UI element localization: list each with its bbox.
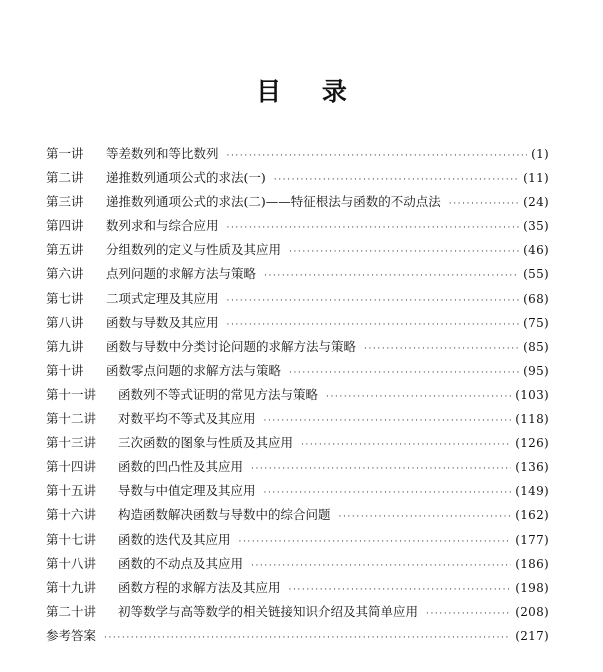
toc-entry[interactable] bbox=[46, 409, 549, 433]
chapter-number: 第二十讲 bbox=[46, 603, 97, 619]
toc-entry[interactable] bbox=[46, 289, 549, 313]
page-number: (1) bbox=[531, 147, 549, 161]
toc-entry[interactable] bbox=[46, 554, 549, 578]
toc-entry[interactable] bbox=[46, 481, 549, 505]
chapter-title: 函数与导数中分类讨论问题的求解方法与策略 bbox=[106, 338, 357, 354]
chapter-number: 第十七讲 bbox=[46, 531, 97, 547]
chapter-number: 第十三讲 bbox=[46, 435, 97, 451]
page-number: (68) bbox=[523, 291, 549, 306]
toc-entry[interactable] bbox=[46, 192, 549, 216]
chapter-number: 第六讲 bbox=[46, 266, 84, 282]
toc-entry[interactable] bbox=[46, 602, 549, 626]
chapter-title: 函数的不动点及其应用 bbox=[118, 555, 244, 571]
chapter-number: 第二讲 bbox=[46, 170, 84, 186]
page-number: (118) bbox=[515, 412, 549, 427]
chapter-title: 构造函数解决函数与导数中的综合问题 bbox=[118, 507, 331, 523]
chapter-title: 函数方程的求解方法及其应用 bbox=[118, 579, 281, 595]
dot-leader bbox=[251, 561, 511, 571]
dot-leader bbox=[227, 296, 520, 306]
chapter-number: 第十九讲 bbox=[46, 579, 97, 595]
toc-entry[interactable] bbox=[46, 505, 549, 529]
page-number: (75) bbox=[523, 315, 549, 330]
dot-leader bbox=[449, 199, 519, 209]
dot-leader bbox=[426, 609, 511, 619]
toc-entry[interactable] bbox=[46, 264, 549, 288]
dot-leader bbox=[289, 585, 512, 595]
chapter-number: 第五讲 bbox=[46, 242, 84, 258]
page-number: (136) bbox=[515, 460, 549, 475]
toc-entry[interactable] bbox=[46, 313, 549, 337]
chapter-number: 第十六讲 bbox=[46, 507, 97, 523]
page-title: 目 录 bbox=[256, 77, 363, 106]
page-number: (162) bbox=[515, 508, 549, 523]
dot-leader bbox=[264, 271, 519, 281]
page-number: (186) bbox=[515, 556, 549, 571]
page-number: (217) bbox=[515, 628, 549, 643]
table-of-contents bbox=[46, 144, 549, 650]
dot-leader bbox=[289, 368, 519, 378]
answers-title: 参考答案 bbox=[46, 627, 97, 643]
chapter-number: 第八讲 bbox=[46, 314, 84, 330]
page-number: (35) bbox=[523, 219, 549, 234]
chapter-number: 第十讲 bbox=[46, 362, 84, 378]
dot-leader bbox=[227, 320, 520, 330]
chapter-number: 第七讲 bbox=[46, 290, 84, 306]
chapter-title: 导数与中值定理及其应用 bbox=[118, 483, 256, 499]
chapter-title: 等差数列和等比数列 bbox=[106, 146, 219, 161]
toc-entry[interactable] bbox=[46, 457, 549, 481]
chapter-title: 点列问题的求解方法与策略 bbox=[106, 266, 257, 282]
page-number: (95) bbox=[523, 363, 549, 378]
dot-leader bbox=[239, 537, 512, 547]
chapter-title: 函数的迭代及其应用 bbox=[118, 531, 231, 547]
dot-leader bbox=[251, 464, 511, 474]
page-number: (177) bbox=[515, 532, 549, 547]
page-number: (208) bbox=[515, 604, 549, 619]
chapter-number: 第一讲 bbox=[46, 146, 84, 161]
toc-entry[interactable] bbox=[46, 530, 549, 554]
chapter-number: 第十八讲 bbox=[46, 555, 97, 571]
chapter-number: 第九讲 bbox=[46, 338, 84, 354]
dot-leader bbox=[264, 488, 512, 498]
chapter-title: 函数零点问题的求解方法与策略 bbox=[106, 362, 282, 378]
dot-leader bbox=[289, 247, 519, 257]
chapter-title: 三次函数的图象与性质及其应用 bbox=[118, 435, 294, 451]
page-number: (11) bbox=[523, 171, 549, 186]
chapter-title: 递推数列通项公式的求法(二)——特征根法与函数的不动点法 bbox=[106, 194, 441, 210]
dot-leader bbox=[264, 416, 512, 426]
toc-entry[interactable] bbox=[46, 216, 549, 240]
chapter-title: 递推数列通项公式的求法(一) bbox=[106, 170, 266, 186]
toc-entry[interactable] bbox=[46, 385, 549, 409]
chapter-title: 分组数列的定义与性质及其应用 bbox=[106, 242, 282, 258]
chapter-title: 数列求和与综合应用 bbox=[106, 218, 219, 234]
toc-entry[interactable] bbox=[46, 337, 549, 361]
dot-leader bbox=[364, 344, 519, 354]
chapter-title: 函数与导数及其应用 bbox=[106, 314, 219, 330]
toc-entry[interactable] bbox=[46, 144, 549, 168]
dot-leader bbox=[339, 512, 512, 522]
page-number: (46) bbox=[523, 243, 549, 258]
chapter-title: 函数列不等式证明的常见方法与策略 bbox=[118, 386, 319, 402]
chapter-number: 第十四讲 bbox=[46, 459, 97, 475]
page-number: (149) bbox=[515, 484, 549, 499]
toc-entry-answers[interactable] bbox=[46, 626, 549, 650]
toc-entry[interactable] bbox=[46, 578, 549, 602]
chapter-number: 第十二讲 bbox=[46, 411, 97, 427]
toc-entry[interactable] bbox=[46, 168, 549, 192]
chapter-number: 第四讲 bbox=[46, 218, 84, 234]
dot-leader bbox=[274, 175, 519, 185]
page-number: (126) bbox=[515, 436, 549, 451]
chapter-title: 对数平均不等式及其应用 bbox=[118, 411, 256, 427]
toc-entry[interactable] bbox=[46, 433, 549, 457]
page-number: (55) bbox=[523, 267, 549, 282]
dot-leader bbox=[301, 440, 511, 450]
dot-leader bbox=[227, 151, 528, 161]
toc-entry[interactable] bbox=[46, 361, 549, 385]
page-number: (103) bbox=[515, 387, 549, 402]
toc-entry[interactable] bbox=[46, 240, 549, 264]
page-number: (24) bbox=[523, 195, 549, 210]
chapter-number: 第三讲 bbox=[46, 194, 84, 210]
dot-leader bbox=[104, 633, 511, 643]
dot-leader bbox=[227, 223, 520, 233]
chapter-title: 二项式定理及其应用 bbox=[106, 290, 219, 306]
page-number: (85) bbox=[523, 339, 549, 354]
chapter-number: 第十一讲 bbox=[46, 386, 97, 402]
chapter-title: 初等数学与高等数学的相关链接知识介绍及其简单应用 bbox=[118, 603, 419, 619]
chapter-number: 第十五讲 bbox=[46, 483, 97, 499]
dot-leader bbox=[326, 392, 511, 402]
chapter-title: 函数的凹凸性及其应用 bbox=[118, 459, 244, 475]
page-number: (198) bbox=[515, 580, 549, 595]
